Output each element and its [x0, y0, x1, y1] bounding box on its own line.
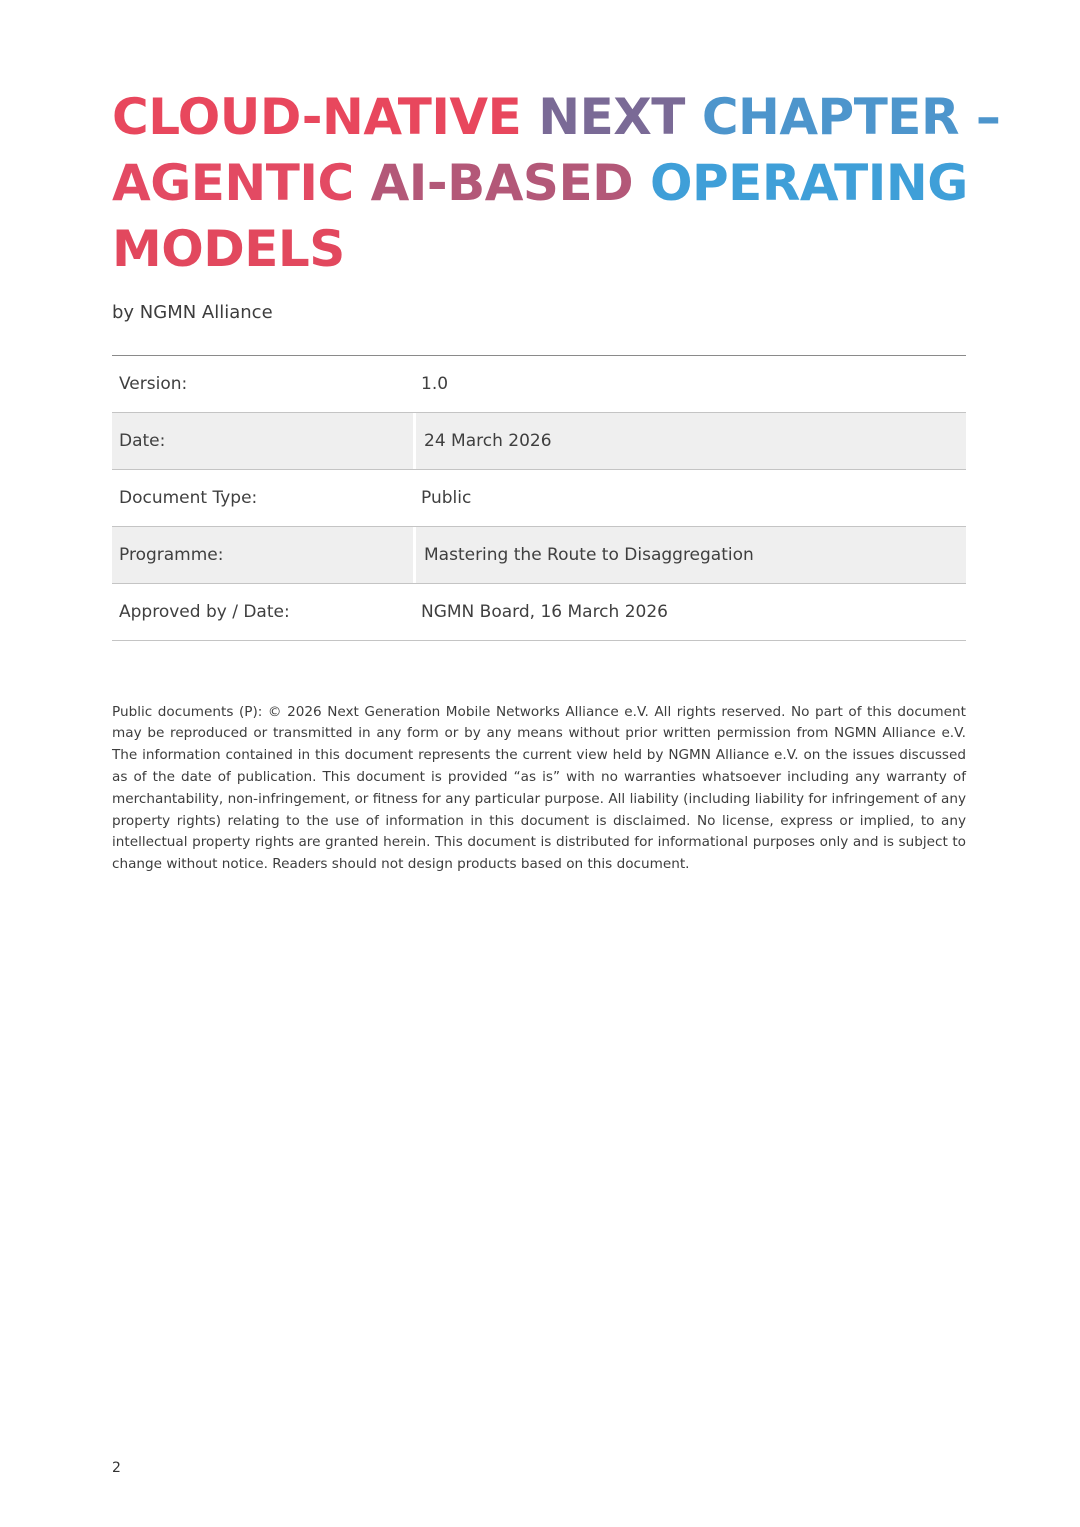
title-line: [112, 150, 1012, 216]
title-word: CHAPTER –: [701, 88, 1001, 146]
meta-row-date: [112, 413, 966, 470]
meta-row-version: [112, 356, 966, 413]
meta-row-programme: [112, 527, 966, 584]
document-title: [112, 84, 1012, 282]
meta-label: Programme:: [112, 527, 413, 583]
meta-value: 24 March 2026: [416, 413, 966, 469]
meta-label: Approved by / Date:: [119, 602, 290, 622]
title-line: [112, 216, 1012, 282]
document-metadata-table: [112, 355, 966, 641]
title-word: AGENTIC: [112, 154, 354, 212]
title-word: NEXT: [538, 88, 685, 146]
meta-label: Version:: [119, 374, 188, 394]
title-word: CLOUD-NATIVE: [112, 88, 522, 146]
meta-row-document-type: [112, 470, 966, 527]
title-line: [112, 84, 1012, 150]
title-word: OPERATING: [650, 154, 968, 212]
legal-notice: Public documents (P): © 2026 Next Generation Mobile Networks Alliance e.V. All rights reserved. No part of this document may be reproduced or transmitted in any form or by any means without prior written permission from NGMN Alliance e.V. The information contained in this document represents the current view held by NGMN Alliance e.V. on the issues discussed as of the date of publication. This document is provided “as is” with no warranties whatsoever including any warranty of merchantability, non-infringement, or fitness for any particular purpose. All liability (including liability for infringement of any property rights) relating to the use of information in this document is disclaimed. No license, express or implied, to any intellectual property rights are granted herein. This document is distributed for informational purposes only and is subject to change without notice. Readers should not design products based on this document.: [112, 703, 966, 873]
meta-value: Public: [421, 488, 472, 508]
meta-row-approved: [112, 584, 966, 641]
meta-value: NGMN Board, 16 March 2026: [421, 602, 668, 622]
title-word: AI-BASED: [370, 154, 634, 212]
meta-label: Document Type:: [119, 488, 258, 508]
meta-label: Date:: [112, 413, 413, 469]
meta-value: Mastering the Route to Disaggregation: [416, 527, 966, 583]
meta-value: 1.0: [421, 374, 449, 394]
page-number: 2: [112, 1460, 121, 1476]
byline: by NGMN Alliance: [112, 302, 273, 323]
title-word: MODELS: [112, 220, 345, 278]
